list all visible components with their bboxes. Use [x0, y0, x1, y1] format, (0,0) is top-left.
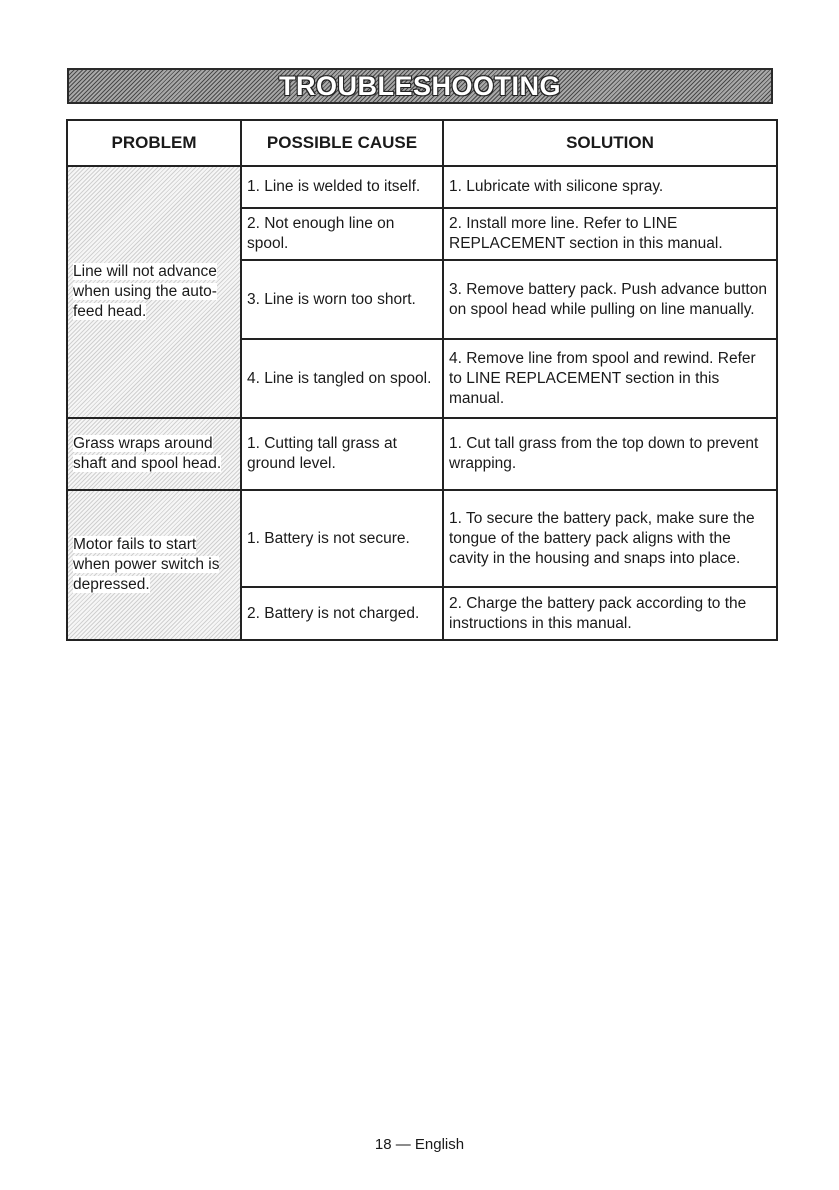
solution-cell: 2. Install more line. Refer to LINE REPLACEMENT section in this manual.	[443, 208, 777, 260]
solution-cell: 3. Remove battery pack. Push advance button on spool head while pulling on line manually.	[443, 260, 777, 339]
problem-text: Motor fails to start when power switch is depressed.	[73, 536, 220, 593]
problem-cell	[67, 490, 241, 640]
cause-cell: 3. Line is worn too short.	[241, 260, 443, 339]
cause-cell: 1. Battery is not secure.	[241, 490, 443, 587]
problem-text: Line will not advance when using the auto-feed head.	[73, 263, 217, 320]
column-header-possible-cause: POSSIBLE CAUSE	[241, 120, 443, 166]
section-title-banner	[67, 68, 773, 104]
troubleshooting-table	[66, 119, 778, 641]
section-title: TROUBLESHOOTING	[279, 70, 561, 101]
problem-cell	[67, 418, 241, 490]
table-header-row	[67, 120, 777, 166]
problem-text: Grass wraps around shaft and spool head.	[73, 435, 222, 472]
column-header-solution: SOLUTION	[443, 120, 777, 166]
problem-cell	[67, 166, 241, 418]
solution-cell: 1. Cut tall grass from the top down to prevent wrapping.	[443, 418, 777, 490]
table-row	[67, 166, 777, 208]
solution-cell: 4. Remove line from spool and rewind. Refer to LINE REPLACEMENT section in this manual.	[443, 339, 777, 418]
column-header-problem: PROBLEM	[67, 120, 241, 166]
cause-cell: 4. Line is tangled on spool.	[241, 339, 443, 418]
cause-cell: 1. Line is welded to itself.	[241, 166, 443, 208]
page-footer: 18 — English	[374, 1136, 465, 1153]
table-row	[67, 418, 777, 490]
cause-cell: 2. Not enough line on spool.	[241, 208, 443, 260]
solution-cell: 2. Charge the battery pack according to the instructions in this manual.	[443, 587, 777, 640]
solution-cell: 1. Lubricate with silicone spray.	[443, 166, 777, 208]
table-row	[67, 490, 777, 587]
cause-cell: 2. Battery is not charged.	[241, 587, 443, 640]
solution-cell: 1. To secure the battery pack, make sure the tongue of the battery pack aligns with the cavity in the housing and snaps into place.	[443, 490, 777, 587]
cause-cell: 1. Cutting tall grass at ground level.	[241, 418, 443, 490]
